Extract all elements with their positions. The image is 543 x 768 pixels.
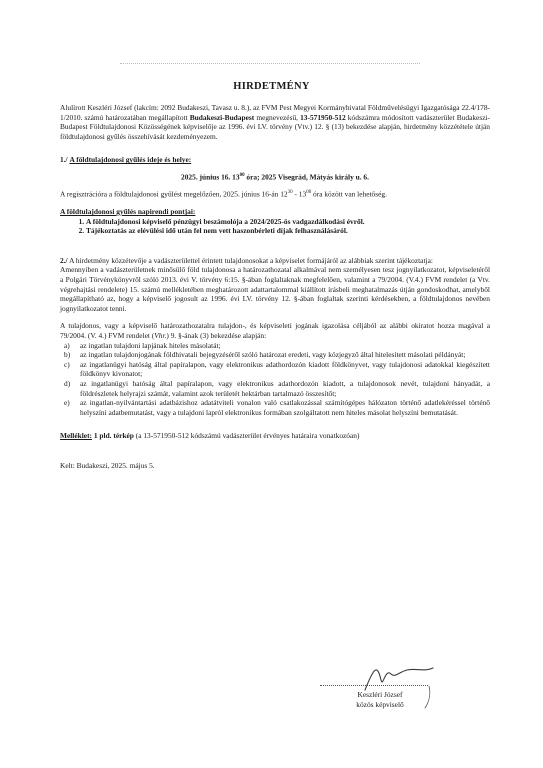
area-name: Budakeszi-Budapest <box>189 112 255 122</box>
agenda-heading: A földtulajdonosi gyűlés napirendi pontjai: <box>60 207 196 217</box>
signatory-role: közös képviselő <box>356 699 404 709</box>
registration-minutes-1: 30 <box>287 190 293 196</box>
documents-list <box>60 341 490 418</box>
section1-number: 1./ <box>60 155 68 165</box>
agenda-item: 2. Tájékoztatás az elévülési idő után fel nem vett haszonbérleti díjak felhasználásáról. <box>86 226 490 236</box>
list-marker: c) <box>64 359 70 369</box>
meeting-minutes: 00 <box>239 172 245 178</box>
list-item <box>60 350 490 360</box>
list-marker: d) <box>64 379 71 388</box>
list-item-text: az ingatlan-nyilvántartási adatbázishoz adatátviteli vonalon való csatlakozással számítógépes hálózaton történő adatlekéréssel történő helyszíni adatbemutatást, vagy a tulajdoni lapról elektronikus formában szolgáltatott nem hiteles másolat helyszíni bemutatását. <box>80 398 490 417</box>
signatory-name: Keszléri József <box>357 690 403 699</box>
registration-info <box>60 188 490 199</box>
registration-text-3: óra között van lehetőség. <box>311 189 387 199</box>
list-item <box>60 341 490 351</box>
registration-minutes-2: 00 <box>306 190 312 196</box>
registration-text-2: - 13 <box>292 189 307 199</box>
intro-text-2: megnevezésű, <box>254 112 301 122</box>
list-item-text: az ingatlan tulajdoni lapjának hiteles másolatát; <box>80 340 221 350</box>
meeting-place: óra; 2025 Visegrád, Mátyás király u. 6. <box>244 172 369 182</box>
agenda-list <box>60 217 490 236</box>
section2-intro-text: A hirdetmény közzétevője a vadászterülettel érintett tulajdonosokat a képviselet formájáról az alábbiak szerint tájékoztatja: <box>69 255 433 265</box>
intro-text-3: kódszámra módosított vadászterület Budakeszi-Budapest Földtulajdonosi Közösségének képviselője az 1996. évi LV. törvény (Vtv.) 12. § (13) bekezdése alapján, hirdetmény közzététele útján földtulajdonosi gyűlés összehívását kezdeményezem. <box>60 112 490 141</box>
list-item-text: az ingatlan tulajdonjogának földhivatali bejegyzéséről szóló határozat eredeti, vagy közjegyző által hitelesített másolati példányát; <box>80 350 466 360</box>
documents-intro-text-1: A tulajdonos, vagy a képviselő határozathozatalra tulajdon-, és képviseleti jogának igazolása céljából az alábbi okiratot hozza magával a 79/2004. (V. 4.) FVM rendelet ( <box>60 321 490 341</box>
list-item <box>60 379 490 398</box>
list-item-text: az ingatlanügyi hatóság által papíralapon, vagy elektronikus adathordozón kiadott földkönyvet, vagy tulajdonosi adatokkal kiegészített földkönyv kivonatot; <box>80 359 490 379</box>
agenda-item: 1. A földtulajdonosi képviselő pénzügyi beszámolója a 2024/2025-ös vadgazdálkodási évről. <box>86 217 490 227</box>
section1-heading <box>60 155 490 165</box>
registration-text-1: A regisztrációra a földtulajdonosi gyűlést megelőzően, 2025. június 16-án 12 <box>60 189 288 199</box>
documents-intro-text-2: ) 9. §-ának (3) bekezdése alapján: <box>166 331 267 341</box>
list-item <box>60 360 490 379</box>
meeting-datetime <box>60 171 490 182</box>
regulation-abbrev: Vhr. <box>154 331 167 341</box>
area-code: 13-571950-512 <box>300 112 346 122</box>
attachment-description: (a 13-571950-512 kódszámú vadászterület érvényes határaira vonatkozóan) <box>133 431 360 441</box>
section2-number: 2./ <box>60 255 68 265</box>
document-body <box>60 103 490 471</box>
list-item <box>60 398 490 417</box>
list-marker: a) <box>64 340 70 350</box>
attachment-line <box>60 431 490 441</box>
header-divider <box>120 63 420 64</box>
document-title: HIRDETMÉNY <box>233 81 310 92</box>
section1-title: A földtulajdonosi gyűlés ideje és helye: <box>69 155 192 165</box>
date-line: Kelt: Budakeszi, 2025. május 5. <box>60 460 155 470</box>
intro-text-1: Alulírott Keszléri József (lakcím: 2092 Budakeszi, Tavasz u. 8.), az FVM Pest Megyei Kormányhivatal Földművelésügyi Igazgatósága 22.4/178-1/2010. számú határozatában megállapított <box>60 103 490 122</box>
attachment-item: 1 pld. térkép <box>92 431 134 441</box>
list-marker: b) <box>64 350 71 360</box>
representation-paragraph: Amennyiben a vadászterületnek minősülő föld tulajdonosa a határozathozatal alkalmával nem személyesen tesz jognyilatkozatot, képviseletéről a Polgári Törvénykönyvről szóló 2013. évi V. törvény 6:15. §-ában foglaltaknak megfelelően, valamint a 79/2004. (V.4.) FVM rendelet (a Vtv. végrehajtási rendelete) 15. számú mellékletében meghatározott adattartalommal kiállított írásbeli meghatalmazás útján gondoskodhat, amelyből megállapítható az, hogy a képviselő jogosult az 1996. évi LV. törvény 12. §-ában foglaltak szerinti kérdésekben, a földtulajdonos nevében jognyilatkozatot tenni. <box>60 265 490 313</box>
signature-block <box>330 690 430 709</box>
list-item-text: az ingatlanügyi hatóság által papíralapon, vagy elektronikus adathordozón kiadott, a tulajdonosok nevét, tulajdoni hányadát, a földrészletek helyrajzi számát, valamint azok területét hektárban tartalmazó összesítőt; <box>80 379 490 398</box>
signature-line <box>320 685 428 686</box>
documents-intro <box>60 321 490 340</box>
list-marker: e) <box>64 398 70 408</box>
section2-intro <box>60 256 490 266</box>
intro-paragraph <box>60 103 490 141</box>
attachment-label: Melléklet: <box>60 431 93 441</box>
meeting-date: 2025. június 16. 13 <box>181 172 240 182</box>
